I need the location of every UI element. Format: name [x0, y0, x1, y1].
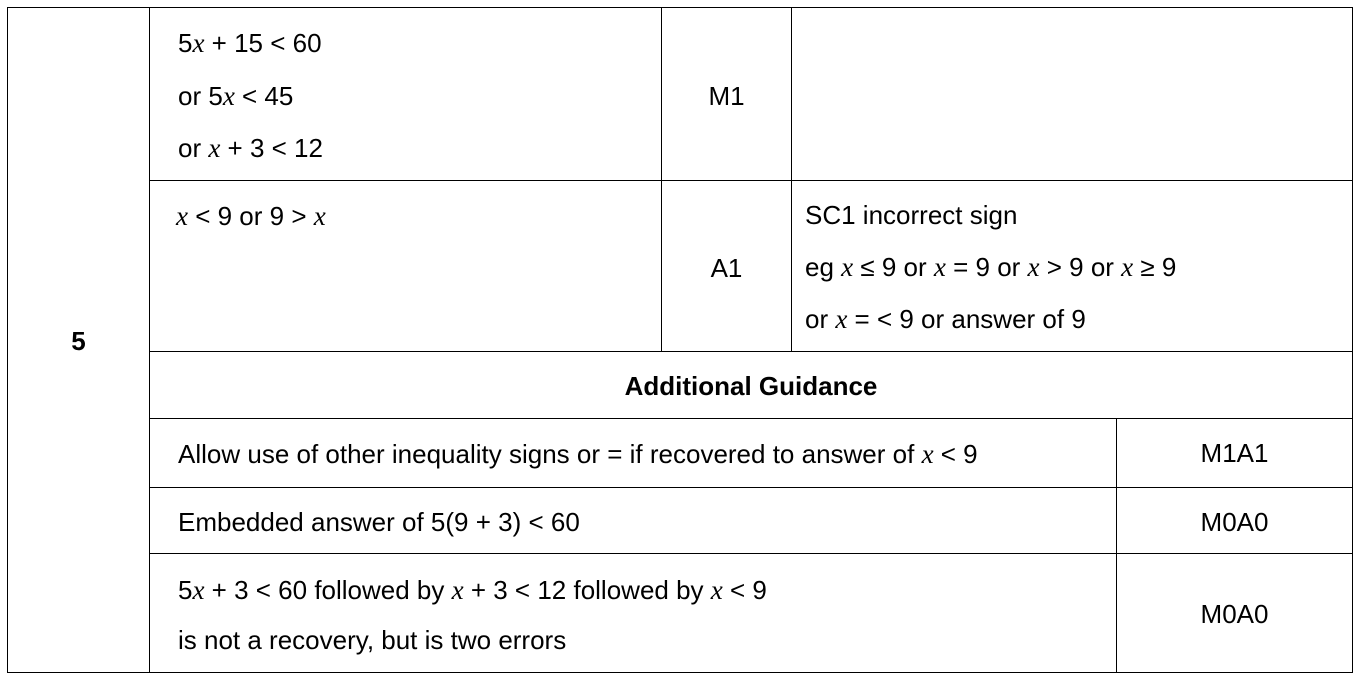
guidance-text: Allow use of other inequality signs or = if recovered to answer of x < 9 [178, 439, 978, 469]
mark-code: A1 [710, 253, 743, 283]
guidance-mark: M1A1 [1200, 438, 1269, 468]
table-border-bottom [7, 672, 1353, 673]
guidance-row-divider-1 [149, 487, 1353, 488]
comment-line: or x = < 9 or answer of 9 [805, 304, 1086, 334]
math-variable: x [192, 575, 205, 605]
guidance-heading: Additional Guidance [624, 371, 878, 401]
math-variable: x [313, 201, 326, 231]
math-variable: x [921, 439, 934, 469]
working-line: or 5x < 45 [178, 81, 294, 111]
comment-line: eg x ≤ 9 or x = 9 or x > 9 or x ≥ 9 [805, 252, 1177, 282]
math-variable: x [933, 252, 946, 282]
math-variable: x [208, 133, 221, 163]
mark-code: M1 [708, 81, 745, 111]
math-variable: x [1121, 252, 1134, 282]
working-line: x < 9 or 9 > x [176, 201, 326, 231]
guidance-text: 5x + 3 < 60 followed by x + 3 < 12 followed by x < 9 [178, 575, 767, 605]
math-variable: x [841, 252, 854, 282]
math-variable: x [710, 575, 723, 605]
math-variable: x [222, 81, 235, 111]
guidance-mark: M0A0 [1200, 599, 1269, 629]
comment-line: SC1 incorrect sign [805, 200, 1018, 230]
question-number: 5 [71, 326, 86, 356]
table-border-right [1352, 7, 1353, 673]
guidance-mark: M0A0 [1200, 507, 1269, 537]
math-variable: x [1027, 252, 1040, 282]
row-divider-2 [149, 351, 1353, 352]
working-line: or x + 3 < 12 [178, 133, 323, 163]
math-variable: x [451, 575, 464, 605]
table-border-top [7, 7, 1353, 8]
guidance-text: is not a recovery, but is two errors [178, 625, 567, 655]
math-variable: x [176, 201, 188, 231]
row-divider-1 [149, 180, 1353, 181]
math-variable: x [835, 304, 848, 334]
working-line: 5x + 15 < 60 [178, 28, 322, 58]
guidance-row-divider-2 [149, 553, 1353, 554]
guidance-heading-divider [149, 418, 1353, 419]
question-column-divider [149, 7, 150, 673]
math-variable: x [192, 28, 205, 58]
guidance-text: Embedded answer of 5(9 + 3) < 60 [178, 507, 580, 537]
